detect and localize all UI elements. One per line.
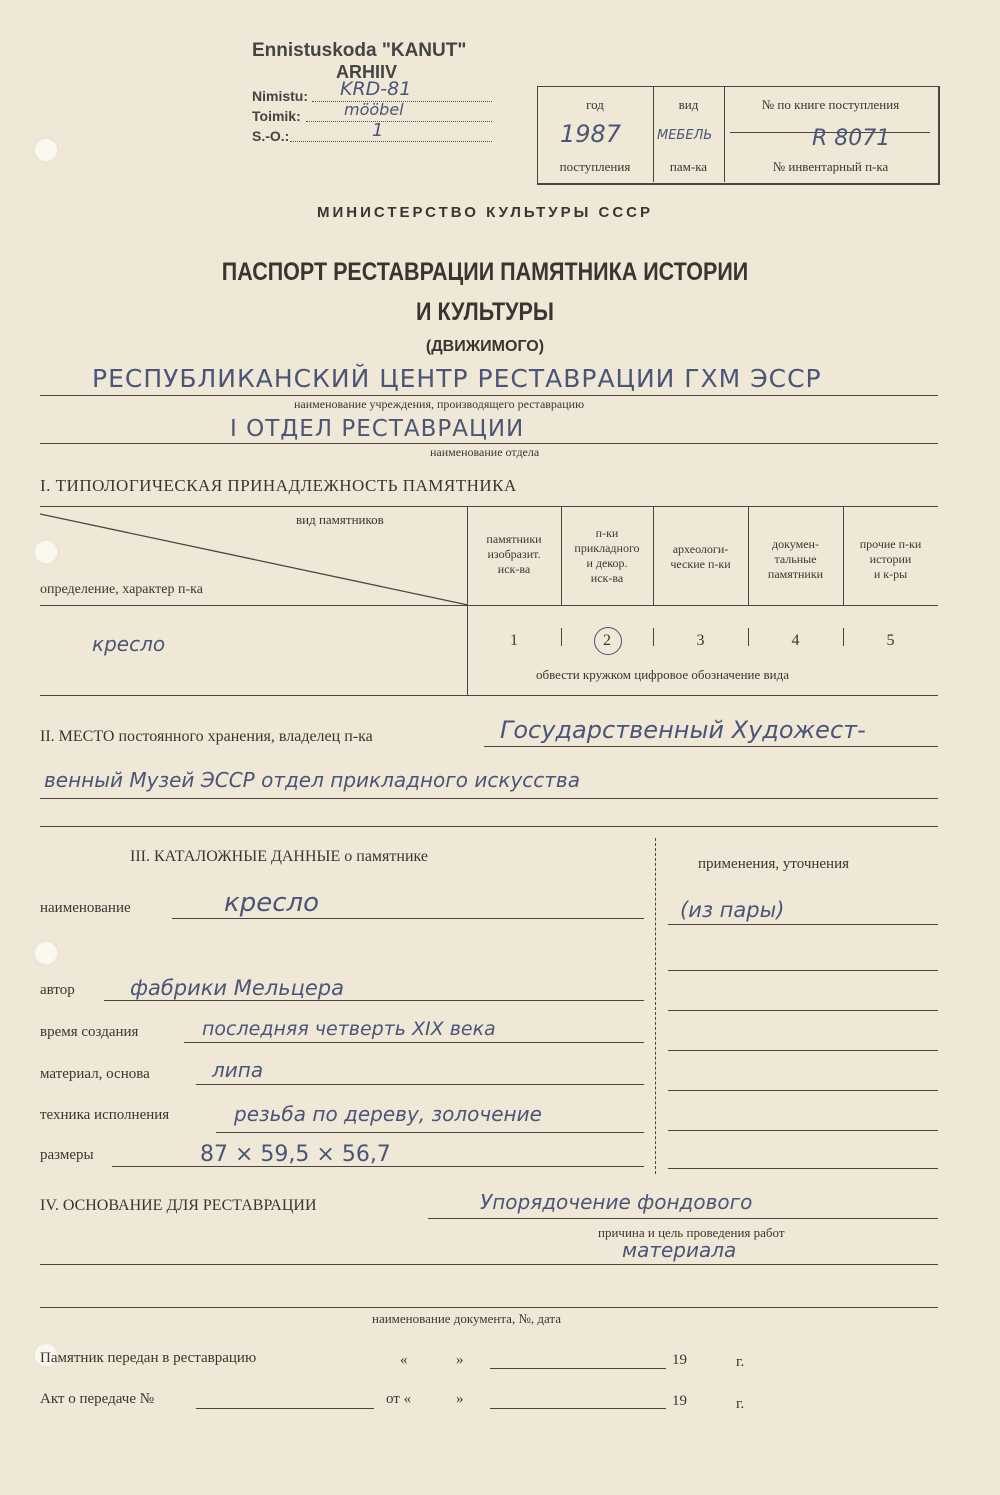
section2-value-line1: Государственный Художест- — [500, 716, 866, 744]
column-header-other: прочие п-ки истории и к-ры — [859, 537, 922, 581]
transfer-quote-open: « — [400, 1352, 408, 1368]
section1-diag-bottom: определение, характер п-ка — [40, 582, 203, 597]
header-vid-value: МЕБЕЛЬ — [657, 128, 713, 143]
stamp-org: Ennistuskoda "KANUT" — [252, 40, 467, 61]
department-value: I ОТДЕЛ РЕСТАВРАЦИИ — [230, 416, 525, 442]
catalog-value-technique: резьба по дереву, золочение — [234, 1102, 542, 1126]
catalog-value-date: последняя четверть XIX века — [202, 1018, 496, 1040]
act-quote-close: » — [456, 1391, 464, 1407]
act-year-suffix: г. — [736, 1396, 745, 1412]
column-header-archaeological: археологи- ческие п-ки — [670, 542, 731, 571]
header-vid-bottom: пам-ка — [669, 159, 708, 174]
header-god-bottom: поступления — [559, 159, 631, 174]
section2-value-line2: венный Музей ЭССР отдел прикладного искусства — [44, 768, 580, 792]
stamp-nimistu-value: KRD-81 — [340, 78, 412, 100]
stamp-toimik-value: mööbel — [344, 100, 404, 119]
section3-title: III. КАТАЛОЖНЫЕ ДАННЫЕ о памятнике — [130, 848, 429, 865]
header-vid-top: вид — [678, 97, 699, 112]
section3-right-title: применения, уточнения — [698, 856, 849, 872]
type-number-1: 1 — [510, 632, 518, 649]
header-god-top: год — [586, 97, 604, 112]
institution-caption: наименование учреждения, производящего реставрацию — [294, 397, 585, 411]
section4-value-line2: материала — [622, 1238, 737, 1262]
transfer-year-suffix: г. — [736, 1354, 745, 1370]
punch-hole — [33, 940, 59, 966]
catalog-label-technique: техника исполнения — [40, 1107, 170, 1123]
type-number-4: 4 — [791, 632, 800, 649]
catalog-value-name: кресло — [224, 888, 320, 918]
header-book-value: R 8071 — [812, 126, 891, 151]
transfer-quote-close: » — [456, 1352, 464, 1368]
catalog-label-name: наименование — [40, 900, 131, 916]
catalog-value-material: липа — [212, 1058, 264, 1082]
stamp-toimik-label: Toimik: — [252, 108, 301, 124]
catalog-label-author: автор — [40, 982, 75, 998]
section2-label: II. МЕСТО постоянного хранения, владелец п-ка — [40, 728, 373, 745]
section4-label: IV. ОСНОВАНИЕ ДЛЯ РЕСТАВРАЦИИ — [40, 1197, 317, 1214]
section1-diag-top: вид памятников — [296, 512, 384, 527]
act-from: от « — [386, 1391, 412, 1407]
catalog-label-material: материал, основа — [40, 1066, 150, 1082]
punch-hole — [33, 137, 59, 163]
type-number-2: 2 — [603, 632, 611, 649]
stamp-so-label: S.-O.: — [252, 128, 290, 144]
section4-value-line1: Упорядочение фондового — [480, 1190, 753, 1214]
type-number-5: 5 — [886, 632, 895, 649]
section4-doc-caption: наименование документа, №, дата — [372, 1311, 562, 1326]
page-title-line1: ПАСПОРТ РЕСТАВРАЦИИ ПАМЯТНИКА ИСТОРИИ — [221, 258, 749, 286]
catalog-note-value: (из пары) — [680, 898, 785, 922]
stamp-nimistu-label: Nimistu: — [252, 88, 308, 104]
column-header-documentary: докумен- тальные памятники — [767, 537, 824, 581]
catalog-value-dimensions: 87 × 59,5 × 56,7 — [200, 1142, 391, 1167]
column-header-fine-art: памятники изобразит. иск-ва — [486, 532, 542, 576]
act-year-prefix: 19 — [672, 1393, 687, 1409]
stamp-archive: ARHIIV — [336, 62, 398, 82]
section1-title: I. ТИПОЛОГИЧЕСКАЯ ПРИНАДЛЕЖНОСТЬ ПАМЯТНИКА — [40, 476, 517, 495]
circle-hint: обвести кружком цифровое обозначение вида — [536, 667, 790, 682]
ministry-title: МИНИСТЕРСТВО КУЛЬТУРЫ СССР — [317, 204, 653, 221]
transfer-year-prefix: 19 — [672, 1352, 687, 1368]
type-number-3: 3 — [696, 632, 705, 649]
catalog-value-author: фабрики Мельцера — [130, 976, 345, 1000]
page-title-line2: И КУЛЬТУРЫ — [416, 298, 554, 326]
act-label: Акт о передаче № — [40, 1391, 155, 1407]
catalog-label-date: время создания — [40, 1024, 139, 1040]
institution-value: РЕСПУБЛИКАНСКИЙ ЦЕНТР РЕСТАВРАЦИИ ГХМ ЭССР — [92, 364, 822, 393]
stamp-so-value: 1 — [372, 120, 384, 141]
header-god-value: 1987 — [560, 120, 622, 148]
header-book-top: № по книге поступления — [761, 97, 900, 112]
definition-value: кресло — [92, 632, 166, 656]
catalog-label-dimensions: размеры — [40, 1147, 94, 1163]
header-book-bottom: № инвентарный п-ка — [772, 159, 889, 174]
transfer-label: Памятник передан в реставрацию — [40, 1350, 257, 1366]
department-caption: наименование отдела — [430, 445, 540, 459]
section4-caption: причина и цель проведения работ — [598, 1225, 785, 1240]
column-header-applied-art: п-ки прикладного и декор. иск-ва — [574, 526, 640, 585]
page-title-line3: (ДВИЖИМОГО) — [425, 338, 545, 355]
